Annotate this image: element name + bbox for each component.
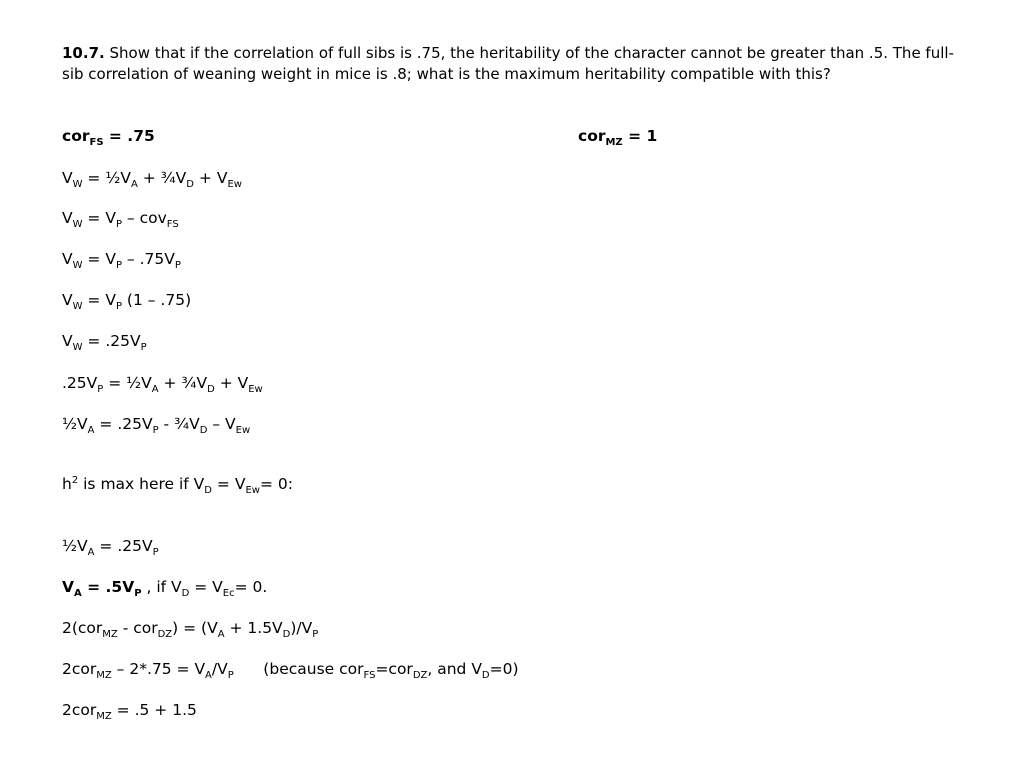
- equation-line: $h^2$ is max here if $V_D = V_{Ew}= 0$:: [62, 475, 293, 496]
- equation-line: $V_W = V_P$ (1 – .75): [62, 291, 192, 312]
- equation-line: $.25V_P$ = $\frac{1}{2}V_A$ + $\frac{3}{4}V_D + V_{Ew}$: [62, 374, 263, 395]
- equation-line: $\frac{1}{2}V_A = .25V_P$: [62, 537, 159, 558]
- equation-line: $V_W = V_P - .75V_P$: [62, 250, 181, 271]
- equation-line: $V_W$ = $\frac{1}{2}V_A$ + $\frac{3}{4}V_D + V_{Ew}$: [62, 169, 242, 190]
- equation-line: $2cor_{MZ} - 2*.75 = V_A/V_P$ (because cor$_{FS}$=cor$_{DZ}$, and $V_D=0$): [62, 660, 519, 681]
- problem-statement: [62, 43, 967, 85]
- equation-line: $V_W = V_P - cov_{FS}$: [62, 209, 179, 230]
- equation-line-result: $V_A = .5V_P$ , if $V_D = V_{Ec}= 0$.: [62, 578, 268, 599]
- equation-cor-fs: cor$_{FS}$ = .75: [62, 127, 155, 148]
- equation-cor-mz: cor$_{MZ}$ = 1: [578, 127, 658, 148]
- equation-line: $V_W = .25V_P$: [62, 332, 147, 353]
- equation-line: 2cor$_{MZ}$ = .5 + 1.5: [62, 701, 197, 722]
- problem-number: 10.7.: [62, 44, 105, 62]
- problem-text: Show that if the correlation of full sibs is .75, the heritability of the character cannot be greater than .5. The full-sib correlation of weaning weight in mice is .8; what is the maximum heritability compatible with this?: [62, 44, 954, 83]
- equation-line: $\frac{1}{2}V_A = .25V_P$ - $\frac{3}{4}V_D - V_{Ew}$: [62, 415, 251, 436]
- equation-line: $2(cor_{MZ} - cor_{DZ}) = (V_A + 1.5V_D)/V_P$: [62, 619, 319, 640]
